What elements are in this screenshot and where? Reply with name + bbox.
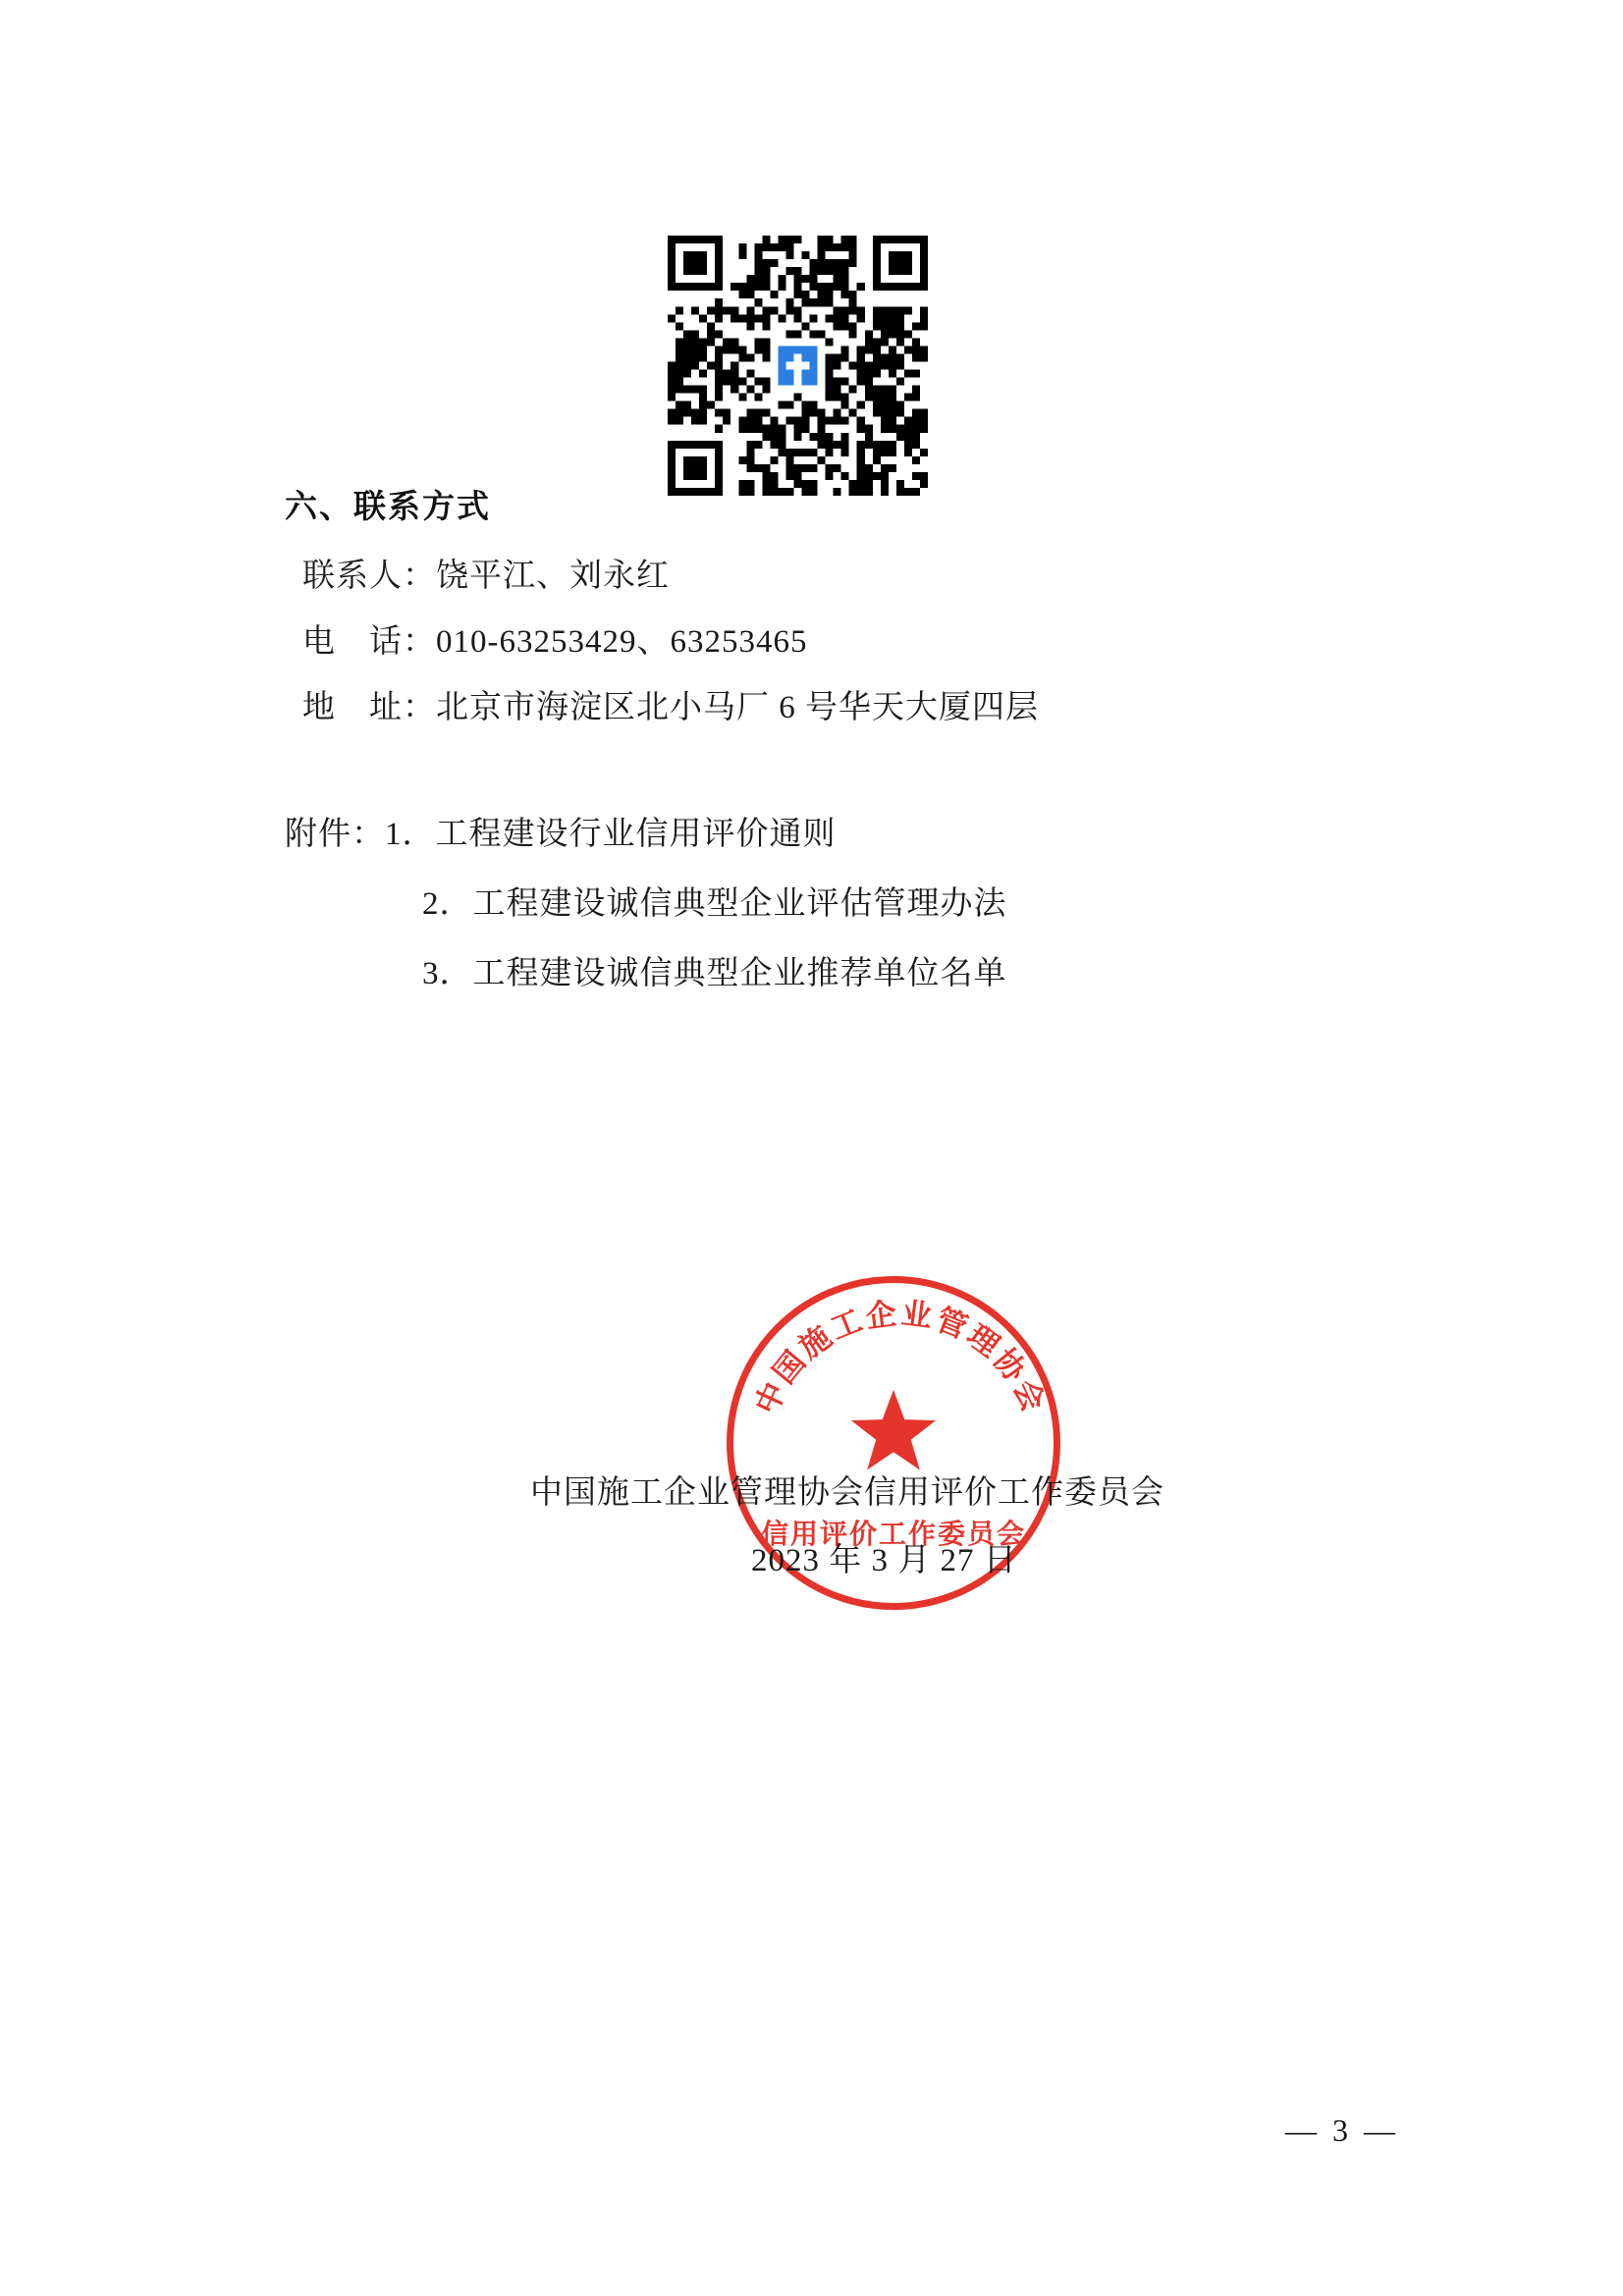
- attachment-item-2: 2．工程建设诚信典型企业评估管理办法: [422, 886, 1007, 922]
- signature-date: 2023 年 3 月 27 日: [751, 1543, 1017, 1578]
- seal-arc-label: 中国施工企业管理协会: [748, 1296, 1053, 1420]
- signature-block: [530, 1477, 1365, 1577]
- five-point-star-icon: [846, 1386, 941, 1480]
- attachment-list: [285, 819, 1365, 990]
- document-body: [285, 481, 1365, 1028]
- attachment-item-1: 附件：1．工程建设行业信用评价通则: [285, 817, 837, 852]
- page-number: — 3 —: [1285, 2112, 1399, 2148]
- contact-address-line: 地 址：北京市海淀区北小马厂 6 号华天大厦四层: [302, 690, 1039, 725]
- contact-phone-line: 电 话：010-63253429、63253465: [302, 624, 808, 660]
- section-title: 六、联系方式: [285, 487, 491, 525]
- seal-bottom-label: 信用评价工作委员会: [760, 1518, 1026, 1550]
- qr-code[interactable]: [668, 236, 928, 496]
- contact-person-line: 联系人：饶平江、刘永红: [302, 559, 670, 594]
- attachment-item-3: 3．工程建设诚信典型企业推荐单位名单: [422, 956, 1007, 991]
- qr-code-image: [668, 236, 928, 496]
- signature-organization: 中国施工企业管理协会信用评价工作委员会: [530, 1475, 1164, 1511]
